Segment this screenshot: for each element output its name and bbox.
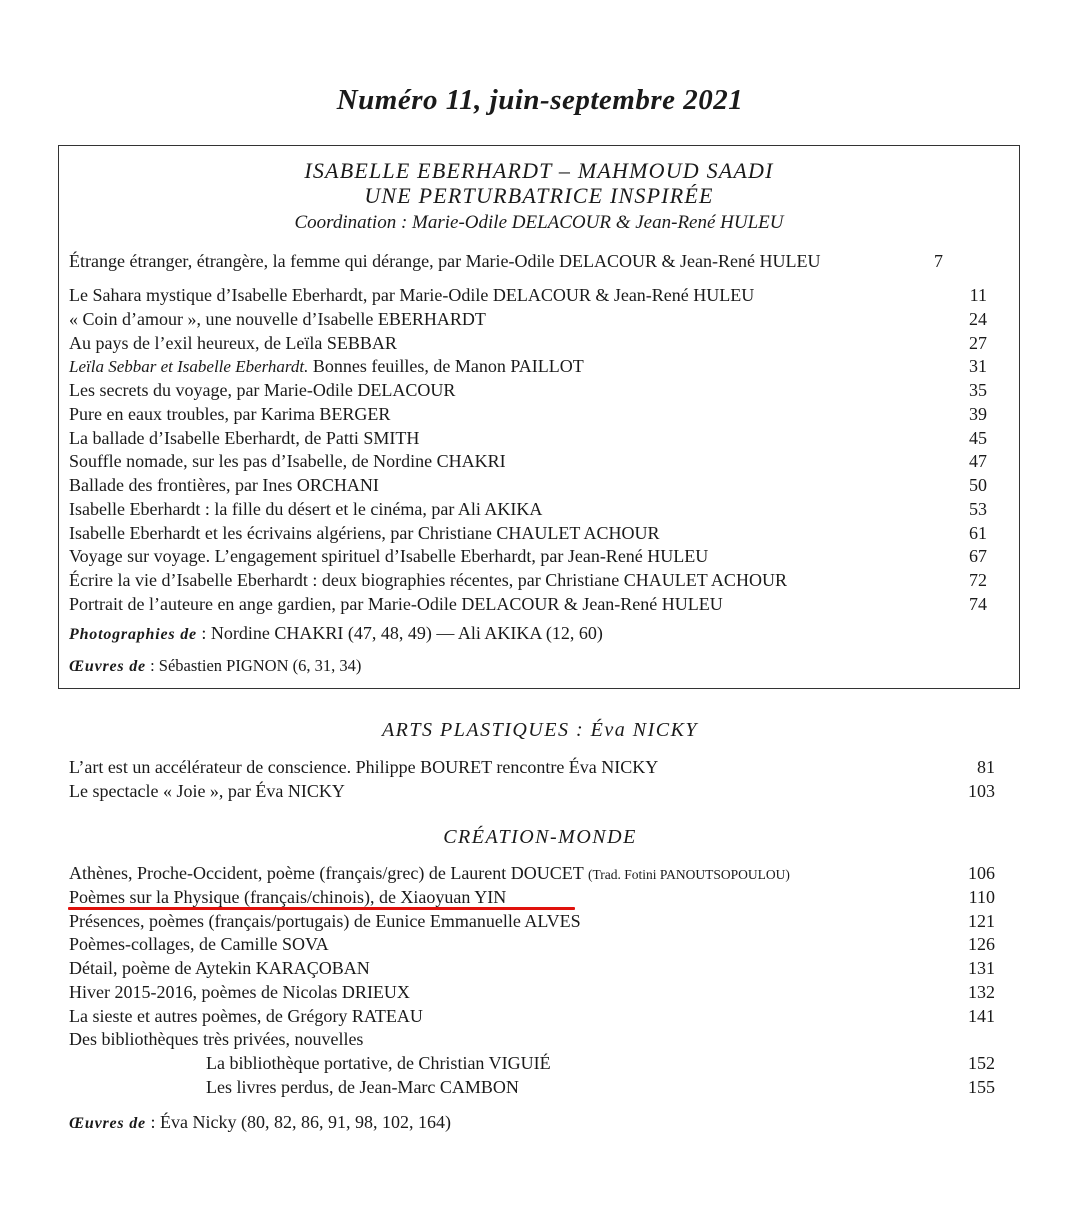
toc-entry-page: 155 [968,1076,995,1097]
toc-entry-page: 121 [968,910,995,931]
toc-entry-title: Étrange étranger, étrangère, la femme qui dérange, par Marie-Odile DELACOUR & Jean-René HULEU [69,251,821,271]
toc-entry[interactable] [69,450,987,474]
dossier-entries [69,284,987,617]
creation-entries [69,862,995,1100]
toc-entry[interactable] [69,379,987,403]
toc-entry-page: 126 [968,934,995,955]
toc-entry-title: « Coin d’amour », une nouvelle d’Isabelle EBERHARDT [69,308,486,329]
toc-entry-title: Poèmes-collages, de Camille SOVA [69,934,329,955]
toc-entry-page: 7 [934,251,943,271]
toc-entry-title: Voyage sur voyage. L’engagement spirituel d’Isabelle Eberhardt, par Jean-René HULEU [69,546,709,567]
toc-entry-page: 61 [969,522,987,543]
toc-group-heading [69,1028,995,1052]
dossier-box [58,145,1020,689]
toc-entry[interactable] [69,957,995,981]
toc-entry[interactable] [69,1005,995,1029]
toc-entry-title-rest: Bonnes feuilles, de Manon PAILLOT [308,356,584,377]
works-credits-text: : Éva Nicky (80, 82, 86, 91, 98, 102, 164) [145,1112,451,1132]
toc-entry-page: 50 [969,475,987,495]
toc-entry[interactable] [69,910,995,934]
toc-entry-title [69,355,584,379]
photo-credits-label: Photographies de [69,626,197,643]
toc-entry-title: La ballade d’Isabelle Eberhardt, de Patti SMITH [69,427,420,448]
toc-entry-title: Ballade des frontières, par Ines ORCHANI [69,475,379,495]
toc-entry-page: 39 [969,403,987,424]
toc-entry-page: 24 [969,308,987,329]
photo-credits [69,623,603,644]
toc-entry-title: Hiver 2015-2016, poèmes de Nicolas DRIEUX [69,981,410,1002]
toc-entry-title: Portrait de l’auteure en ange gardien, par Marie-Odile DELACOUR & Jean-René HULEU [69,593,723,614]
toc-entry[interactable] [69,862,995,886]
arts-entries [69,756,995,804]
toc-entry-page: 106 [968,863,995,883]
toc-entry[interactable] [69,308,987,332]
toc-entry[interactable] [69,933,995,957]
toc-entry-title: Écrire la vie d’Isabelle Eberhardt : deux biographies récentes, par Christiane CHAULET ACHOUR [69,570,787,590]
dossier-coordination: Coordination : Marie-Odile DELACOUR & Jean-René HULEU [294,212,784,233]
toc-entry-page: 110 [968,886,995,907]
toc-entry-page: 103 [968,780,995,801]
toc-entry-title: Isabelle Eberhardt et les écrivains algériens, par Christiane CHAULET ACHOUR [69,522,660,543]
toc-entry-page: 74 [969,593,987,614]
issue-title: Numéro 11, juin-septembre 2021 [336,84,744,116]
toc-entry-page: 27 [969,332,987,353]
dossier-title-line1: ISABELLE EBERHARDT – MAHMOUD SAADI [304,158,774,183]
toc-entry-page: 132 [968,981,995,1002]
works-credits-label: Œuvres de [69,1115,146,1132]
toc-entry-title [69,862,790,887]
toc-entry-page: 152 [968,1053,995,1073]
toc-entry-title: Isabelle Eberhardt : la fille du désert et le cinéma, par Ali AKIKA [69,498,543,519]
dossier-intro [69,250,987,274]
toc-entry-page: 72 [969,570,987,590]
toc-entry-title: Les secrets du voyage, par Marie-Odile DELACOUR [69,380,456,400]
toc-entry-title: Détail, poème de Aytekin KARAÇOBAN [69,958,370,978]
toc-entry-title: Le Sahara mystique d’Isabelle Eberhardt, par Marie-Odile DELACOUR & Jean-René HULEU [69,285,755,305]
toc-entry-page: 131 [968,958,995,978]
toc-entry-title: Les livres perdus, de Jean-Marc CAMBON [206,1076,519,1097]
toc-entry-title: Le spectacle « Joie », par Éva NICKY [69,780,345,801]
works-credits-text: : Sébastien PIGNON (6, 31, 34) [145,656,362,675]
translator-credit: (Trad. Fotini PANOUTSOPOULOU) [587,867,790,882]
toc-entry-title: La bibliothèque portative, de Christian VIGUIÉ [206,1053,551,1073]
toc-entry[interactable] [69,498,987,522]
toc-entry[interactable] [69,593,987,617]
highlight-underline [68,907,575,910]
toc-entry-highlighted[interactable] [69,886,995,910]
toc-entry-page: 35 [969,380,987,400]
toc-entry[interactable] [69,355,987,379]
toc-entry[interactable] [69,284,987,308]
works-credits [69,655,361,676]
toc-entry[interactable] [69,403,987,427]
toc-entry-page: 53 [969,498,987,519]
toc-entry[interactable] [69,427,987,451]
toc-entry-title: Présences, poèmes (français/portugais) de Eunice Emmanuelle ALVES [69,910,581,931]
toc-entry-page: 47 [969,451,987,472]
toc-entry-title: Poèmes sur la Physique (français/chinois), de Xiaoyuan YIN [69,886,507,907]
creation-works-credits [69,1112,451,1133]
toc-entry-page: 11 [969,285,987,305]
toc-entry[interactable] [69,474,987,498]
toc-entry[interactable] [69,545,987,569]
toc-entry-page: 31 [969,356,987,377]
arts-section-title: ARTS PLASTIQUES : Éva NICKY [381,719,699,741]
toc-entry[interactable] [69,780,995,804]
toc-subentry[interactable] [69,1076,995,1100]
dossier-header [59,158,1019,237]
toc-entry[interactable] [69,756,995,780]
toc-entry[interactable] [69,981,995,1005]
toc-entry-page: 45 [969,427,987,448]
works-credits-label: Œuvres de [69,658,146,675]
toc-subentry[interactable] [69,1052,995,1076]
toc-entry-title: La sieste et autres poèmes, de Grégory RATEAU [69,1005,423,1026]
toc-entry[interactable] [69,250,987,274]
photo-credits-text: : Nordine CHAKRI (47, 48, 49) — Ali AKIKA (12, 60) [196,623,603,643]
toc-entry-title: Souffle nomade, sur les pas d’Isabelle, de Nordine CHAKRI [69,451,506,472]
toc-entry-title-main: Athènes, Proche-Occident, poème (français/grec) de Laurent DOUCET [69,863,588,883]
toc-entry-page: 81 [977,757,995,777]
toc-entry-title: L’art est un accélérateur de conscience. Philippe BOURET rencontre Éva NICKY [69,757,659,777]
dossier-title-line2: UNE PERTURBATRICE INSPIRÉE [364,183,714,208]
toc-entry-page: 141 [968,1005,995,1026]
toc-entry-page: 67 [969,546,987,567]
toc-entry[interactable] [69,332,987,356]
toc-entry[interactable] [69,522,987,546]
creation-section-title: CRÉATION-MONDE [443,826,637,848]
toc-entry-title: Au pays de l’exil heureux, de Leïla SEBBAR [69,332,397,353]
toc-entry-italic-title: Leïla Sebbar et Isabelle Eberhardt. [69,357,309,377]
toc-group-title: Des bibliothèques très privées, nouvelles [69,1029,364,1050]
toc-entry-title: Pure en eaux troubles, par Karima BERGER [69,403,391,424]
toc-entry[interactable] [69,569,987,593]
